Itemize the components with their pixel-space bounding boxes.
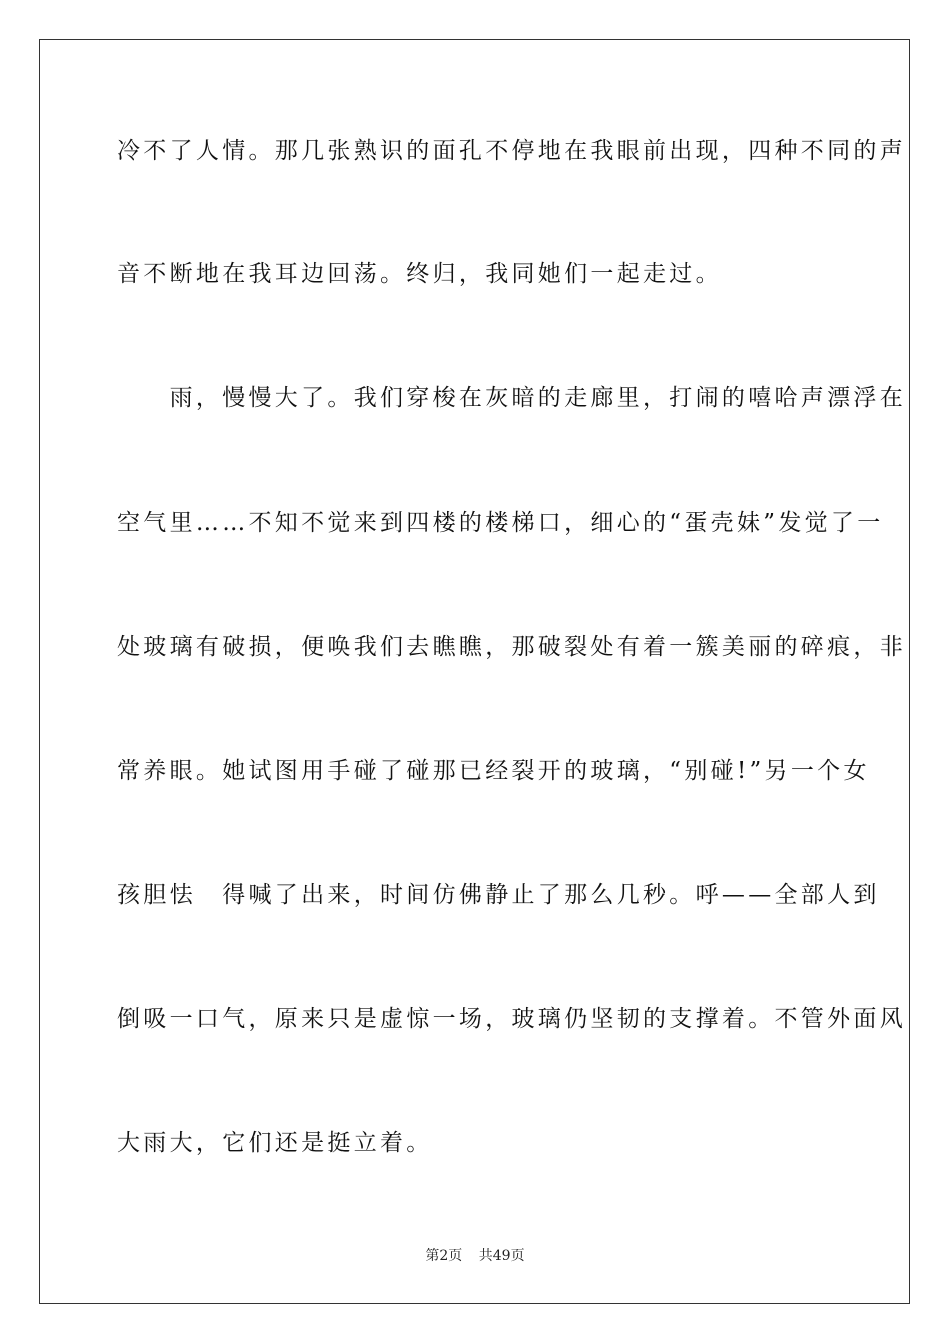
body-text-line: 空气里……不知不觉来到四楼的楼梯口，细心的“蛋壳妹”发觉了一	[117, 510, 884, 536]
body-text-line: 倒吸一口气，原来只是虚惊一场，玻璃仍坚韧的支撑着。不管外面风	[117, 1006, 906, 1032]
body-text-line: 孩胆怯 得喊了出来，时间仿佛静止了那么几秒。呼——全部人到	[117, 882, 880, 908]
body-text-line: 雨，慢慢大了。我们穿梭在灰暗的走廊里，打闹的嘻哈声漂浮在	[117, 385, 906, 411]
body-text-line: 冷不了人情。那几张熟识的面孔不停地在我眼前出现，四种不同的声	[117, 138, 906, 164]
page-footer	[0, 1246, 950, 1266]
body-text-line: 大雨大，它们还是挺立着。	[117, 1130, 433, 1156]
page-number: 第2页	[425, 1248, 463, 1264]
body-text-line: 音不断地在我耳边回荡。终归，我同她们一起走过。	[117, 261, 722, 287]
body-text-line: 常养眼。她试图用手碰了碰那已经裂开的玻璃，“别碰!”另一个女	[117, 758, 870, 784]
page-total: 共49页	[478, 1248, 525, 1264]
page-border	[39, 39, 910, 1304]
body-text-line: 处玻璃有破损，便唤我们去瞧瞧，那破裂处有着一簇美丽的碎痕，非	[117, 634, 906, 660]
